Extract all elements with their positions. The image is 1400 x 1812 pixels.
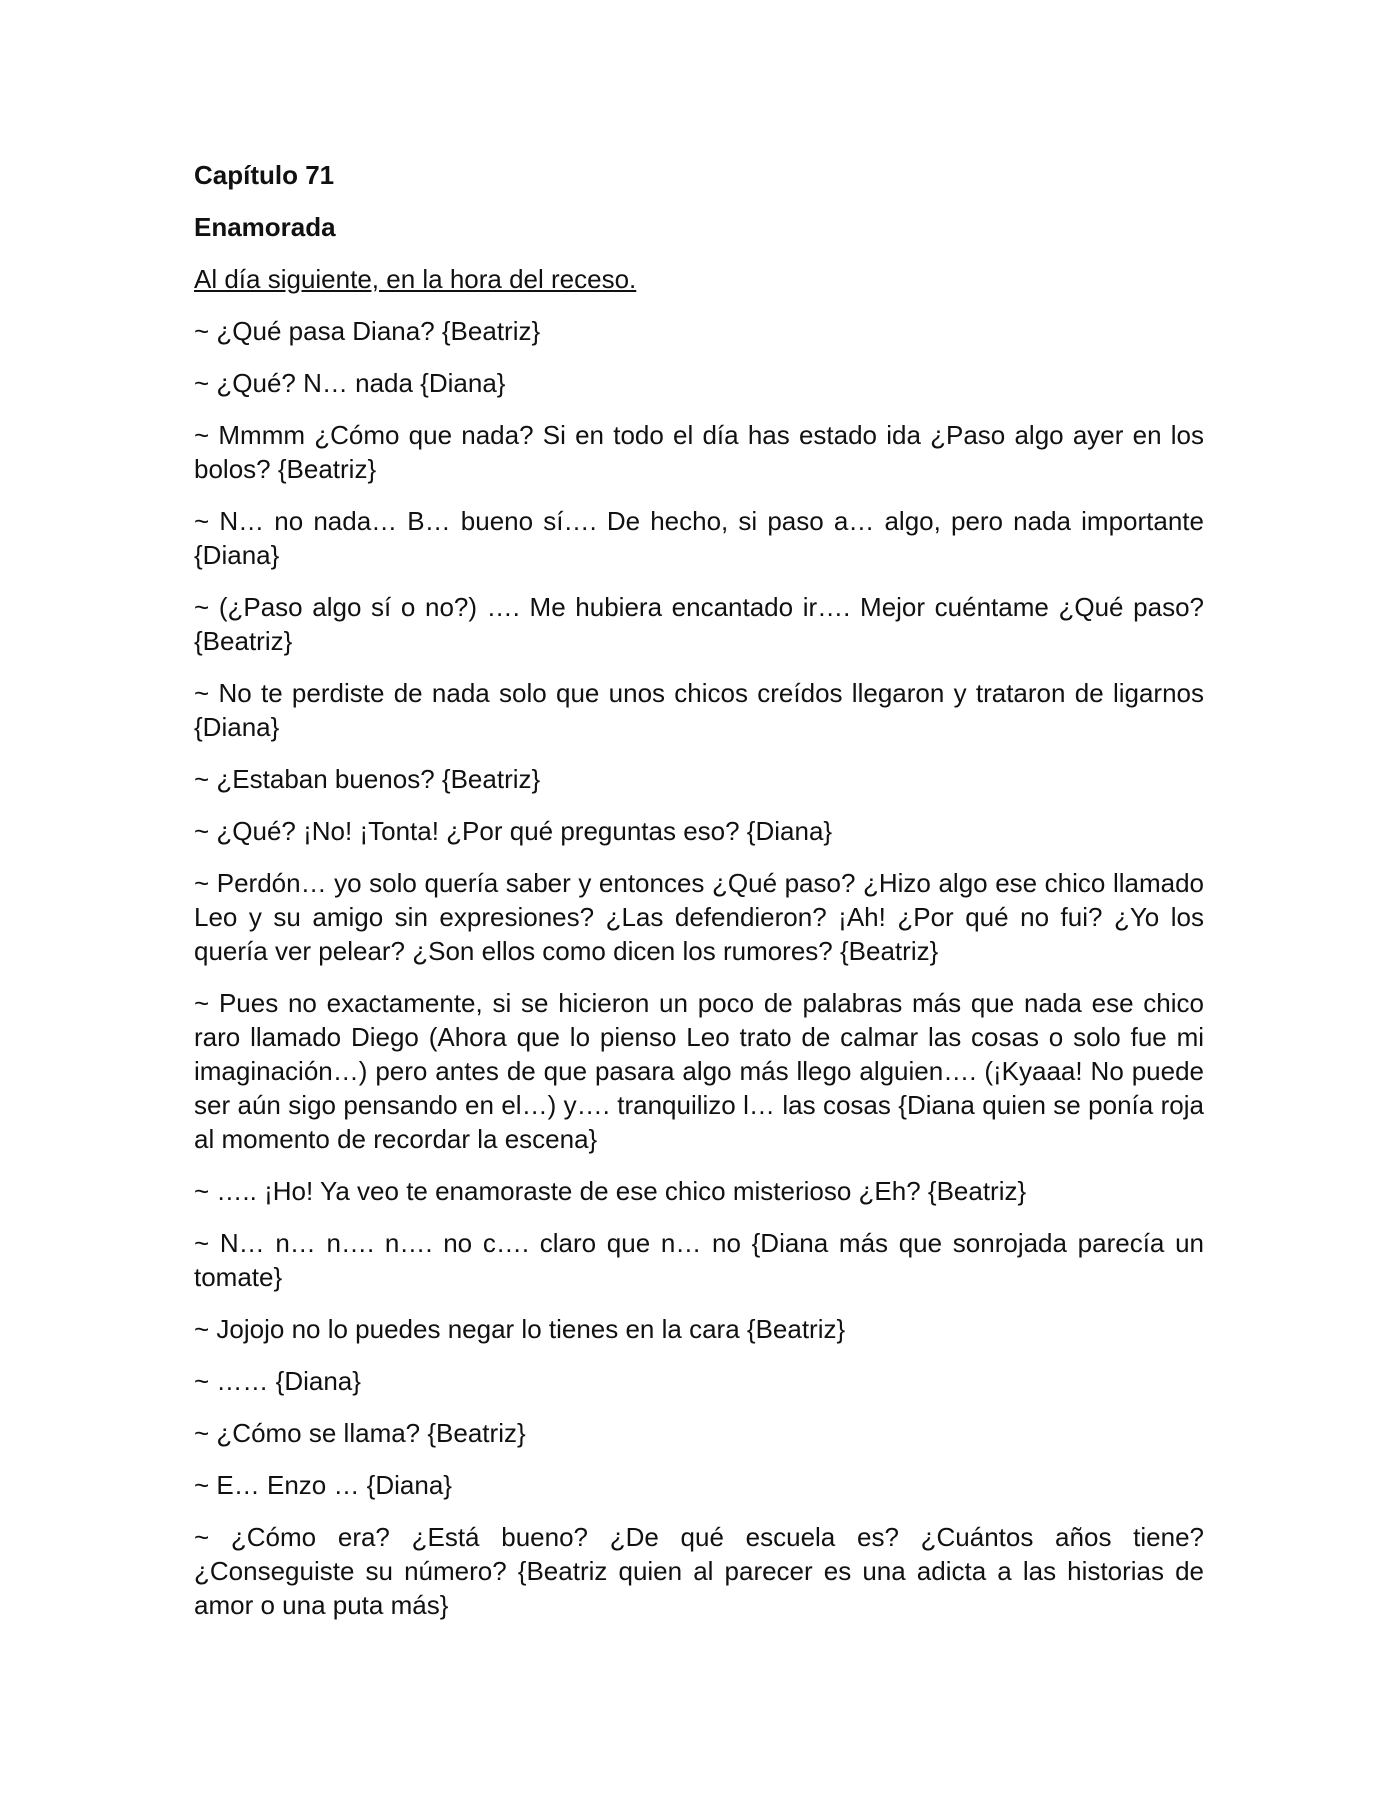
dialogue-line: ~ Mmmm ¿Cómo que nada? Si en todo el día has estado ida ¿Paso algo ayer en los bolos? {Beatriz} <box>194 420 1204 484</box>
dialogue-line: ~ ¿Qué pasa Diana? {Beatriz} <box>194 316 541 346</box>
dialogue-line: ~ (¿Paso algo sí o no?) …. Me hubiera encantado ir…. Mejor cuéntame ¿Qué paso? {Beatriz} <box>194 592 1204 656</box>
dialogue-line: ~ Perdón… yo solo quería saber y entonces ¿Qué paso? ¿Hizo algo ese chico llamado Leo y su amigo sin expresiones? ¿Las defendieron? ¡Ah! ¿Por qué no fui? ¿Yo los quería ver pelear? ¿Son ellos como dicen los rumores? {Beatriz} <box>194 868 1204 966</box>
dialogue-line: ~ …… {Diana} <box>194 1366 361 1396</box>
dialogue-line: ~ ¿Estaban buenos? {Beatriz} <box>194 764 541 794</box>
chapter-subtitle: Enamorada <box>194 212 336 242</box>
dialogue-line: ~ Pues no exactamente, si se hicieron un poco de palabras más que nada ese chico raro llamado Diego (Ahora que lo pienso Leo trato de calmar las cosas o solo fue mi imaginación…) pero antes de que pasara algo más llego alguien…. (¡Kyaaa! No puede ser aún sigo pensando en el…) y…. tranquilizo l… las cosas {Diana quien se ponía roja al momento de recordar la escena} <box>194 988 1204 1154</box>
dialogue-line: ~ N… n… n…. n…. no c…. claro que n… no {Diana más que sonrojada parecía un tomate} <box>194 1228 1204 1292</box>
dialogue-line: ~ No te perdiste de nada solo que unos chicos creídos llegaron y trataron de ligarnos {Diana} <box>194 678 1204 742</box>
document-page <box>194 158 1204 1640</box>
dialogue-line: ~ ¿Qué? N… nada {Diana} <box>194 368 506 398</box>
dialogue-line: ~ ¿Qué? ¡No! ¡Tonta! ¿Por qué preguntas eso? {Diana} <box>194 816 833 846</box>
dialogue-line: ~ N… no nada… B… bueno sí…. De hecho, si paso a… algo, pero nada importante {Diana} <box>194 506 1204 570</box>
scene-note: Al día siguiente, en la hora del receso. <box>194 264 637 294</box>
dialogue-line: ~ ¿Cómo se llama? {Beatriz} <box>194 1418 526 1448</box>
dialogue-line: ~ ….. ¡Ho! Ya veo te enamoraste de ese chico misterioso ¿Eh? {Beatriz} <box>194 1176 1027 1206</box>
dialogue-line: ~ ¿Cómo era? ¿Está bueno? ¿De qué escuela es? ¿Cuántos años tiene? ¿Conseguiste su número? {Beatriz quien al parecer es una adicta a las historias de amor o una puta más} <box>194 1522 1204 1620</box>
dialogue-line: ~ Jojojo no lo puedes negar lo tienes en la cara {Beatriz} <box>194 1314 846 1344</box>
dialogue-line: ~ E… Enzo … {Diana} <box>194 1470 452 1500</box>
chapter-title: Capítulo 71 <box>194 160 335 190</box>
